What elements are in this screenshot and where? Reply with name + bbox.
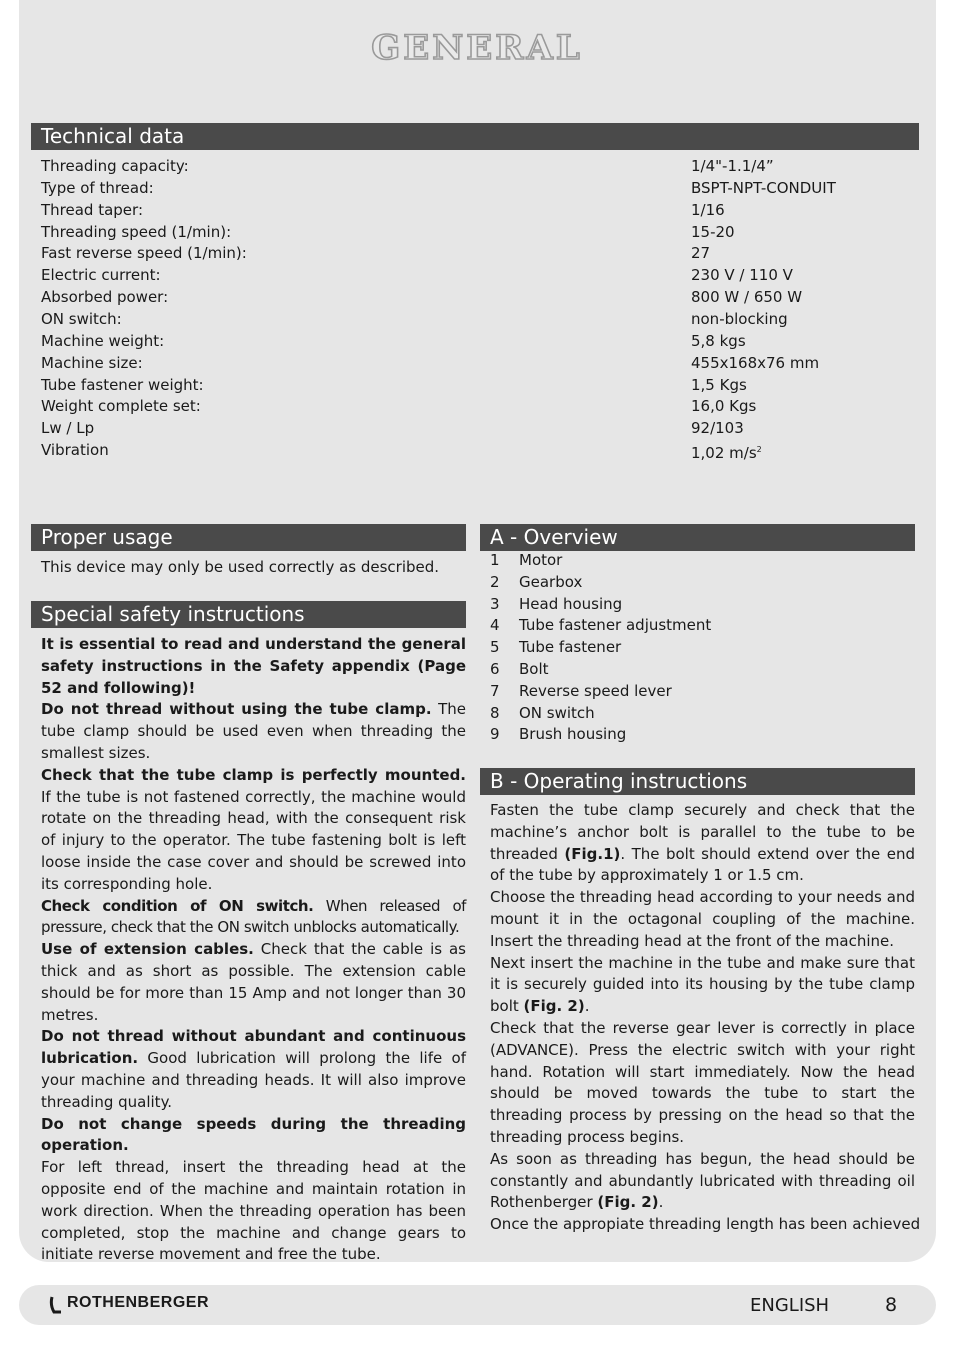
tech-value: 230 V / 110 V bbox=[691, 266, 793, 285]
tech-value: 1/16 bbox=[691, 200, 725, 219]
operating-instructions bbox=[490, 800, 921, 1236]
tech-value: non-blocking bbox=[691, 309, 788, 328]
tech-row bbox=[41, 308, 911, 330]
tech-value: 1,5 Kgs bbox=[691, 375, 747, 394]
safety-heading: Special safety instructions bbox=[31, 601, 466, 628]
tech-row bbox=[41, 264, 911, 286]
operating-paragraph: Fasten the tube clamp securely and check that the machine’s anchor bolt is parallel to the tube to be threaded (Fig.1). The bolt should extend over the end of the tube by approximately 1 or 1.5 cm. bbox=[490, 801, 916, 885]
footer-bar bbox=[19, 1285, 936, 1325]
tech-label: Machine weight: bbox=[41, 331, 165, 350]
tech-label: Electric current: bbox=[41, 266, 161, 285]
tech-value: 5,8 kgs bbox=[691, 331, 746, 350]
overview-item-label: Motor bbox=[519, 551, 563, 569]
safety-paragraph: Do not change speeds during the threading operation. bbox=[41, 1114, 466, 1155]
tech-value: 92/103 bbox=[691, 419, 744, 438]
tech-label: Lw / Lp bbox=[41, 419, 95, 438]
tech-row bbox=[41, 242, 911, 264]
safety-paragraph: For left thread, insert the threading head at the opposite end of the machine and maintain rotation in work direction. When the threading operation has been completed, stop the machine and change gears to initiate reverse movement and free the tube. bbox=[41, 1158, 466, 1264]
overview-item-label: Bolt bbox=[519, 660, 549, 678]
tech-label: Absorbed power: bbox=[41, 288, 169, 307]
operating-paragraph: Once the appropiate threading length has been achieved bbox=[490, 1215, 921, 1234]
tech-value: 27 bbox=[691, 244, 711, 263]
tech-row bbox=[41, 155, 911, 177]
operating-heading: B - Operating instructions bbox=[480, 768, 915, 795]
tech-label: Tube fastener weight: bbox=[41, 375, 204, 394]
overview-item-number: 6 bbox=[490, 660, 500, 678]
tech-row bbox=[41, 374, 911, 396]
tech-label: Fast reverse speed (1/min): bbox=[41, 244, 247, 263]
tech-label: Threading speed (1/min): bbox=[41, 222, 232, 241]
overview-item-number: 5 bbox=[490, 638, 500, 657]
page-title: GENERAL bbox=[371, 28, 583, 68]
overview-item-number: 8 bbox=[490, 703, 500, 722]
tech-label: ON switch: bbox=[41, 309, 122, 328]
page-number: 8 bbox=[885, 1294, 898, 1316]
tech-label: Type of thread: bbox=[41, 178, 154, 197]
tech-label: Vibration bbox=[41, 441, 109, 460]
overview-item-label: ON switch bbox=[519, 703, 595, 722]
tech-row bbox=[41, 417, 911, 439]
tech-row bbox=[41, 221, 911, 243]
safety-paragraph: It is essential to read and understand the general safety instructions in the Safety appendix (Page 52 and following)! bbox=[41, 635, 466, 697]
tech-value: BSPT-NPT-CONDUIT bbox=[691, 178, 836, 197]
tech-row bbox=[41, 177, 911, 199]
safety-paragraph: Use of extension cables. Check that the cable is as thick and as short as possible. The extension cable should be for more than 15 Amp and not longer than 30 metres. bbox=[41, 940, 466, 1024]
overview-item-number: 7 bbox=[490, 681, 500, 700]
operating-paragraph: Next insert the machine in the tube and make sure that it is securely guided into its housing by the tube clamp bolt (Fig. 2). bbox=[490, 953, 915, 1016]
tech-row bbox=[41, 439, 911, 461]
overview-item-number: 3 bbox=[490, 594, 500, 613]
tech-value: 800 W / 650 W bbox=[691, 288, 803, 307]
tech-value: 1/4"-1.1/4” bbox=[691, 157, 774, 175]
overview-item-label: Tube fastener bbox=[519, 638, 622, 657]
tech-value: 15-20 bbox=[691, 222, 735, 241]
proper-usage-text: This device may only be used correctly as described. bbox=[41, 558, 440, 576]
overview-item-number: 1 bbox=[490, 551, 500, 569]
safety-paragraph: Do not thread without abundant and continuous lubrication. Good lubrication will prolong the life of your machine and threading heads. It will also improve threading quality. bbox=[41, 1027, 466, 1111]
tech-row bbox=[41, 330, 911, 352]
tech-row bbox=[41, 286, 911, 308]
overview-item-number: 2 bbox=[490, 572, 500, 591]
tech-value: 455x168x76 mm bbox=[691, 353, 820, 372]
safety-paragraph: Do not thread without using the tube clamp. The tube clamp should be used even when threading the smallest sizes. bbox=[41, 700, 466, 762]
operating-paragraph: As soon as threading has begun, the head should be constantly and abundantly lubricated with threading oil Rothenberger (Fig. 2). bbox=[490, 1149, 915, 1212]
brand-logo: ROTHENBERGER bbox=[67, 1294, 210, 1311]
safety-paragraph: Check condition of ON switch. When released of pressure, check that the ON switch unblocks automatically. bbox=[41, 896, 466, 937]
overview-item-label: Head housing bbox=[519, 594, 623, 613]
tech-value: 1,02 $m/s^2$ bbox=[691, 444, 762, 463]
tech-row bbox=[41, 395, 911, 417]
safety-paragraph: Check that the tube clamp is perfectly mounted. If the tube is not fastened correctly, the machine would rotate on the threading head, with the consequent risk of injury to the operator. The tube fastening bolt is left loose inside the case cover and should be screwed into its corresponding hole. bbox=[41, 765, 466, 893]
tech-label: Weight complete set: bbox=[41, 397, 201, 416]
overview-item-label: Tube fastener adjustment bbox=[519, 616, 712, 635]
proper-usage-heading: Proper usage bbox=[31, 524, 466, 551]
overview-item-number: 9 bbox=[490, 725, 500, 744]
tech-row bbox=[41, 352, 911, 374]
tech-row bbox=[41, 199, 911, 221]
tech-label: Threading capacity: bbox=[41, 157, 189, 175]
tech-label: Machine size: bbox=[41, 353, 143, 372]
rothenberger-logo-icon bbox=[49, 1295, 63, 1315]
overview-heading: A - Overview bbox=[480, 524, 915, 551]
overview-item-label: Brush housing bbox=[519, 725, 627, 744]
tech-label: Thread taper: bbox=[41, 200, 143, 219]
operating-paragraph: Choose the threading head according to your needs and mount it in the octagonal coupling of the machine. Insert the threading head at the front of the machine. bbox=[490, 888, 915, 950]
overview-item-number: 4 bbox=[490, 616, 500, 635]
overview-item-label: Reverse speed lever bbox=[519, 681, 672, 700]
operating-paragraph: Check that the reverse gear lever is correctly in place (ADVANCE). Press the electric switch with your right hand. Rotation will start immediately. Now the head should be moved towards the tube to start the threading process by pressing on the head so that the threading process begins. bbox=[490, 1018, 915, 1146]
tech-value: 16,0 Kgs bbox=[691, 397, 757, 416]
overview-item-label: Gearbox bbox=[519, 572, 583, 591]
language-label: ENGLISH bbox=[750, 1295, 830, 1316]
technical-data-heading: Technical data bbox=[31, 123, 919, 150]
safety-instructions bbox=[41, 634, 466, 1266]
